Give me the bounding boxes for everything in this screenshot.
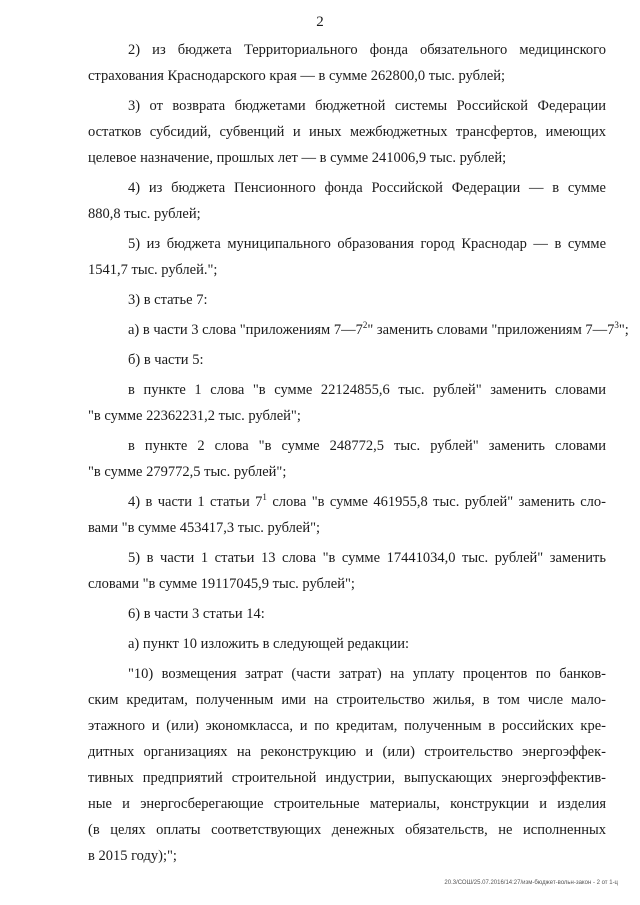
page-number: 2 [316, 14, 324, 30]
text-line: 3) в статье 7: [128, 292, 208, 308]
text-line: "10) возмещения затрат (части затрат) на уплату процентов по банков- [128, 666, 606, 682]
text-line: 880,8 тыс. рублей; [88, 206, 201, 222]
text-line: целевое назначение, прошлых лет — в сумме 241006,9 тыс. рублей; [88, 150, 507, 166]
text-line: "в сумме 22362231,2 тыс. рублей"; [88, 408, 301, 424]
text-line: 1541,7 тыс. рублей."; [88, 262, 218, 278]
text-line: дитных организациях на реконструкцию и (или) строительство энергоэффек- [88, 744, 606, 760]
text-line: а) в части 3 слова "приложениям $7—7^2$" заменить словами "приложениям $7—7^3$"; [128, 320, 629, 338]
text-line: а) пункт 10 изложить в следующей редакции: [128, 636, 410, 652]
text-line: тивных предприятий строительной индустрии, выпускающих энергоэффектив- [88, 770, 606, 786]
text-line: 2) из бюджета Территориального фонда обязательного медицинского [128, 42, 606, 58]
text-line: ные и энергосберегающие строительные материалы, конструкции и изделия [88, 796, 606, 812]
text-line: (в целях оплаты соответствующих денежных обязательств, не исполненных [88, 822, 606, 838]
text-line: "в сумме 279772,5 тыс. рублей"; [88, 464, 287, 480]
text-line: 6) в части 3 статьи 14: [128, 606, 265, 622]
text-line: страхования Краснодарского края — в сумме 262800,0 тыс. рублей; [88, 68, 506, 84]
text-line: 3) от возврата бюджетами бюджетной системы Российской Федерации [128, 98, 606, 114]
text-line: 4) в части 1 статьи $7^1$ слова "в сумме 461955,8 тыс. рублей" заменить сло- [128, 492, 606, 510]
text-line: 5) из бюджета муниципального образования город Краснодар — в сумме [128, 236, 606, 252]
text-line: словами "в сумме 19117045,9 тыс. рублей"; [88, 576, 355, 592]
text-line: в пункте 1 слова "в сумме 22124855,6 тыс. рублей" заменить словами [128, 382, 606, 398]
text-line: ским кредитам, полученным ими на строительство жилья, в том числе мало- [88, 692, 606, 708]
text-line: в 2015 году);"; [88, 848, 177, 864]
text-line: этажного и (или) экономкласса, и по кредитам, полученным в российских кре- [88, 718, 606, 734]
text-line: вами "в сумме 453417,3 тыс. рублей"; [88, 520, 321, 536]
text-line: 4) из бюджета Пенсионного фонда Российской Федерации — в сумме [128, 180, 606, 196]
text-line: б) в части 5: [128, 352, 204, 368]
footer-stamp: 20.3/СОШ/25.07.2016/14:27/изм-бюджет-вольн-закон - 2 от 1-ц [444, 880, 618, 886]
text-line: остатков субсидий, субвенций и иных межбюджетных трансфертов, имеющих [88, 124, 606, 140]
text-line: в пункте 2 слова "в сумме 248772,5 тыс. рублей" заменить словами [128, 438, 606, 454]
text-line: 5) в части 1 статьи 13 слова "в сумме 17441034,0 тыс. рублей" заменить [128, 550, 606, 566]
